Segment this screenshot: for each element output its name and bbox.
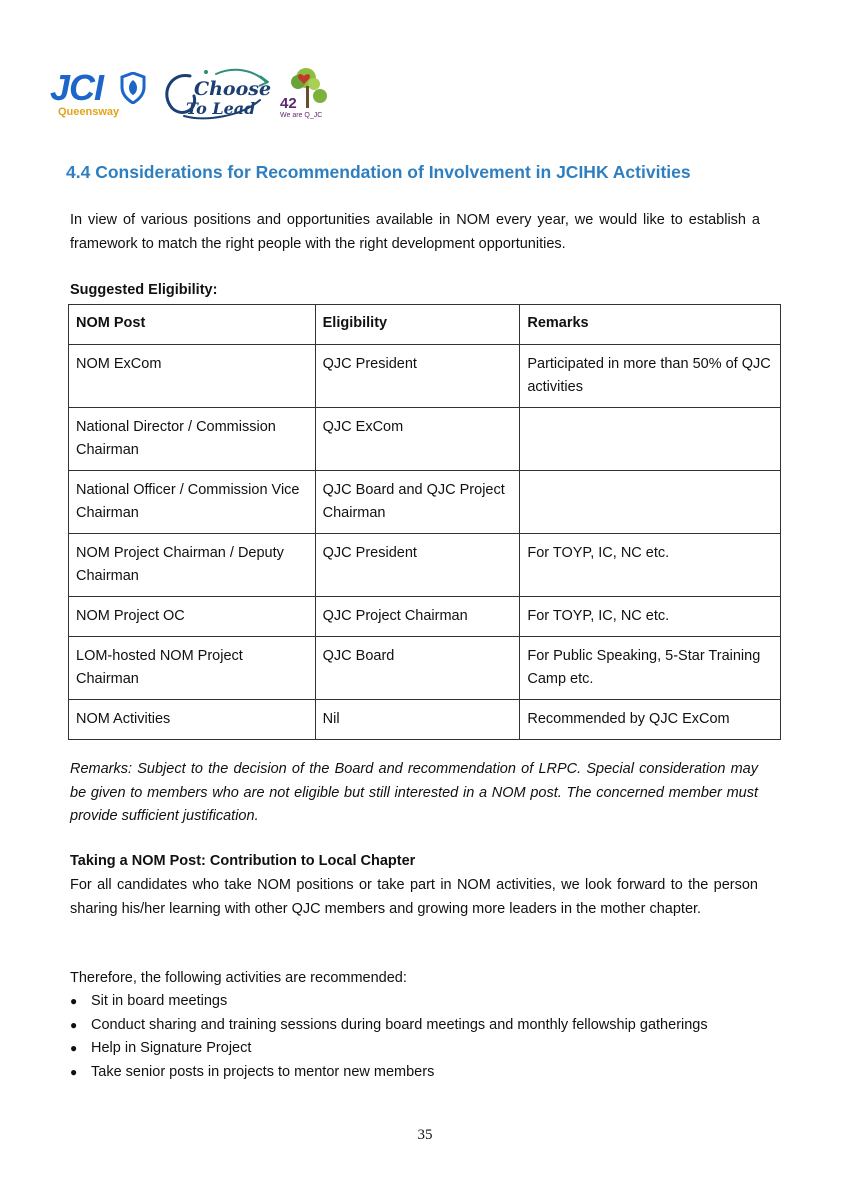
cell-remarks [520,408,781,471]
cell-eligibility: QJC President [315,345,520,408]
cell-nom-post: National Officer / Commission Vice Chairman [69,471,316,534]
table-header-row [69,305,781,345]
eligibility-heading: Suggested Eligibility: [70,282,218,298]
cell-remarks [520,471,781,534]
section-title: 4.4 Considerations for Recommendation of Involvement in JCIHK Activities [66,162,691,182]
remarks-note: Remarks: Subject to the decision of the Board and recommendation of LRPC. Special consideration may be given to members who are not eligible but still interested in a NOM post. The concerned member must provide sufficient justification. [70,761,758,824]
bullet-icon: ● [70,994,78,1008]
bullet-icon: ● [70,1041,78,1055]
table-row [69,408,781,471]
cell-remarks: For Public Speaking, 5-Star Training Camp etc. [520,637,781,700]
column-header-eligibility: Eligibility [315,305,520,345]
list-item-text: Conduct sharing and training sessions during board meetings and monthly fellowship gatherings [91,1016,708,1033]
page-number: 35 [417,1127,433,1143]
cell-eligibility: QJC Project Chairman [315,597,520,637]
cell-nom-post: NOM Activities [69,700,316,740]
we-are-qjc-subtitle: We are Q_JC [280,112,323,119]
intro-paragraph: In view of various positions and opportunities available in NOM every year, we would like to establish a framework to match the right people with the right development opportunities. [70,212,760,252]
cell-eligibility: Nil [315,700,520,740]
list-item-text: Help in Signature Project [91,1040,252,1056]
cell-remarks: Recommended by QJC ExCom [520,700,781,740]
list-item [70,1061,758,1085]
tree-42-icon [276,66,328,112]
cell-remarks: For TOYP, IC, NC etc. [520,597,781,637]
cell-nom-post: National Director / Commission Chairman [69,408,316,471]
bullet-icon: ● [70,1017,78,1032]
cell-eligibility: QJC ExCom [315,408,520,471]
logo-42-number: 42 [280,95,297,112]
eligibility-table [68,304,781,740]
table-row [69,345,781,408]
jci-shield-icon [120,72,146,104]
choose-to-lead-line1: Choose [194,78,272,100]
table-row [69,637,781,700]
column-header-nom-post: NOM Post [69,305,316,345]
cell-nom-post: NOM Project Chairman / Deputy Chairman [69,534,316,597]
recommendations-lead-in: Therefore, the following activities are recommended: [70,970,407,986]
recommended-activities-list [70,990,758,1084]
jci-logo-word: JCI [50,67,104,108]
list-item [70,990,758,1014]
we-are-qjc-logo [276,66,328,124]
table-row [69,471,781,534]
table-row [69,597,781,637]
cell-remarks: Participated in more than 50% of QJC activities [520,345,781,408]
list-item-text: Sit in board meetings [91,993,228,1009]
cell-eligibility: QJC Board and QJC Project Chairman [315,471,520,534]
cell-nom-post: NOM ExCom [69,345,316,408]
list-item-text: Take senior posts in projects to mentor new members [91,1063,435,1080]
list-item [70,1014,758,1038]
column-header-remarks: Remarks [520,305,781,345]
contribution-heading: Taking a NOM Post: Contribution to Local Chapter [70,853,416,869]
cell-remarks: For TOYP, IC, NC etc. [520,534,781,597]
cell-eligibility: QJC President [315,534,520,597]
jci-queensway-logo [50,66,150,122]
table-row [69,700,781,740]
choose-to-lead-logo [156,66,276,124]
cell-nom-post: LOM-hosted NOM Project Chairman [69,637,316,700]
cell-nom-post: NOM Project OC [69,597,316,637]
header-logos [50,66,328,126]
list-item [70,1037,758,1061]
jci-logo-subtitle: Queensway [58,106,120,118]
cell-eligibility: QJC Board [315,637,520,700]
contribution-paragraph: For all candidates who take NOM positions or take part in NOM activities, we look forward to the person sharing his/her learning with other QJC members and growing more leaders in the mother chapter. [70,877,758,917]
choose-to-lead-line2: To Lead [186,99,256,118]
bullet-icon: ● [70,1064,78,1079]
table-row [69,534,781,597]
